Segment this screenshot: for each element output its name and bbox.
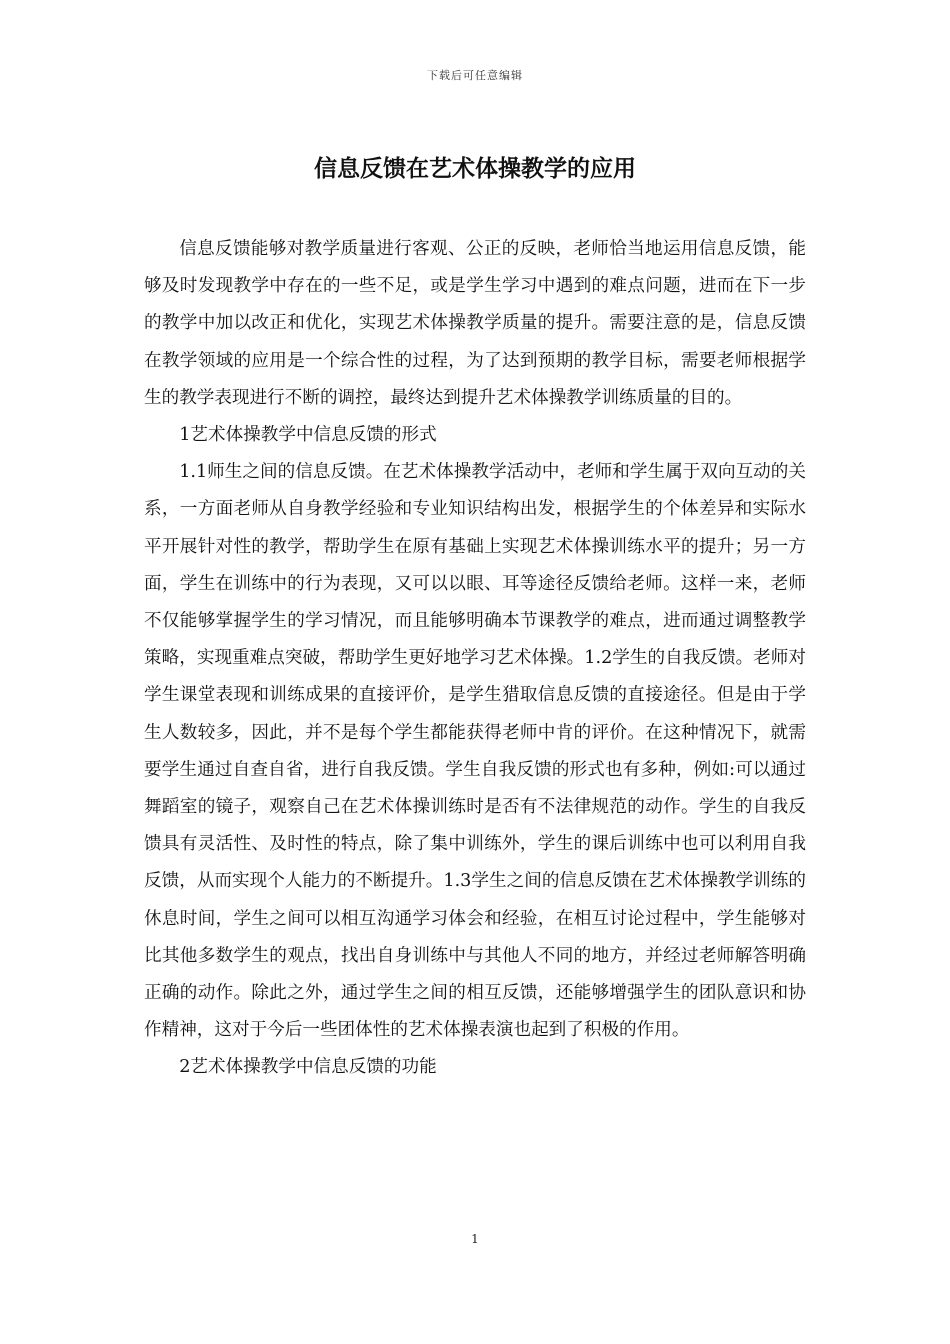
header-note: 下载后可任意编辑 bbox=[427, 69, 523, 82]
document-body bbox=[144, 231, 806, 1087]
section-heading-1: 1艺术体操教学中信息反馈的形式 bbox=[179, 425, 437, 446]
paragraph-intro: 信息反馈能够对教学质量进行客观、公正的反映，老师恰当地运用信息反馈，能够及时发现教学中存在的一些不足，或是学生学习中遇到的难点问题，进而在下一步的教学中加以改正和优化，实现艺术体操教学质量的提升。需要注意的是，信息反馈在教学领域的应用是一个综合性的过程，为了达到预期的教学目标，需要老师根据学生的教学表现进行不断的调控，最终达到提升艺术体操教学训练质量的目的。 bbox=[144, 239, 806, 408]
document-title: 信息反馈在艺术体操教学的应用 bbox=[314, 156, 636, 182]
page-number: 1 bbox=[471, 1232, 479, 1246]
section-heading-2: 2艺术体操教学中信息反馈的功能 bbox=[179, 1057, 437, 1078]
paragraph-section-1: 1.1师生之间的信息反馈。在艺术体操教学活动中，老师和学生属于双向互动的关系，一方面老师从自身教学经验和专业知识结构出发，根据学生的个体差异和实际水平开展针对性的教学，帮助学生在原有基础上实现艺术体操训练水平的提升；另一方面，学生在训练中的行为表现，又可以以眼、耳等途径反馈给老师。这样一来，老师不仅能够掌握学生的学习情况，而且能够明确本节课教学的难点，进而通过调整教学策略，实现重难点突破，帮助学生更好地学习艺术体操。1.2学生的自我反馈。老师对学生课堂表现和训练成果的直接评价，是学生猎取信息反馈的直接途径。但是由于学生人数较多，因此，并不是每个学生都能获得老师中肯的评价。在这种情况下，就需要学生通过自查自省，进行自我反馈。学生自我反馈的形式也有多种，例如:可以通过舞蹈室的镜子，观察自己在艺术体操训练时是否有不法律规范的动作。学生的自我反馈具有灵活性、及时性的特点，除了集中训练外，学生的课后训练中也可以利用自我反馈，从而实现个人能力的不断提升。1.3学生之间的信息反馈在艺术体操教学训练的休息时间，学生之间可以相互沟通学习体会和经验，在相互讨论过程中，学生能够对比其他多数学生的观点，找出自身训练中与其他人不同的地方，并经过老师解答明确正确的动作。除此之外，通过学生之间的相互反馈，还能够增强学生的团队意识和协作精神，这对于今后一些团体性的艺术体操表演也起到了积极的作用。 bbox=[144, 462, 806, 1041]
